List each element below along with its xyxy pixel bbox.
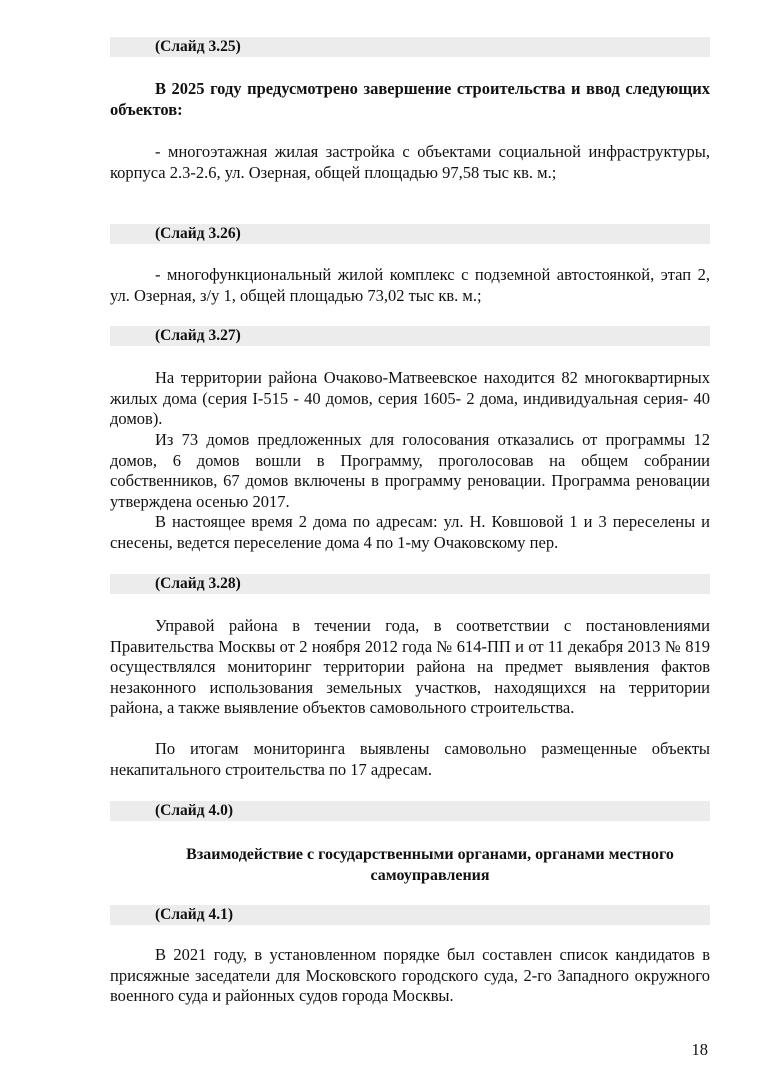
slide-label-3-28: [110, 574, 710, 594]
paragraph-ozernaya-2: - многофункциональный жилой комплекс с подземной автостоянкой, этап 2, ул. Озерная, з/у 1, общей площадью 73,02 тыс кв. м.;: [110, 265, 710, 305]
slide-label-text: (Слайд 3.25): [155, 38, 241, 55]
paragraph-resettled: В настоящее время 2 дома по адресам: ул. Н. Ковшовой 1 и 3 переселены и снесены, ведется переселение дома 4 по 1-му Очаковскому пер.: [110, 512, 710, 552]
slide-label-text: (Слайд 4.1): [155, 906, 233, 923]
slide-label-3-27: [110, 326, 710, 346]
slide-label-3-25: [110, 37, 710, 57]
paragraph-ozernaya-1: - многоэтажная жилая застройка с объектами социальной инфраструктуры, корпуса 2.3-2.6, ул. Озерная, общей площадью 97,58 тыс кв. м.;: [110, 142, 710, 182]
slide-label-text: (Слайд 4.0): [155, 802, 233, 819]
paragraph-jurors: В 2021 году, в установленном порядке был составлен список кандидатов в присяжные заседатели для Московского городского суда, 2-го Западного окружного военного суда и районных судов города Москвы.: [110, 945, 710, 1005]
section-heading: Взаимодействие с государственными органами, органами местного самоуправления: [186, 846, 674, 884]
slide-label-4-1: [110, 905, 710, 925]
page-number: 18: [691, 1040, 708, 1059]
slide-label-text: (Слайд 3.28): [155, 575, 241, 592]
paragraph-monitoring: Управой района в течении года, в соответствии с постановлениями Правительства Москвы от 2 ноября 2012 года № 614-ПП и от 11 декабря 2013 № 819 осуществлялся мониторинг территории района на предмет выявления фактов незаконного использования земельных участков, находящихся на территории района, а также выявление объектов самовольного строительства.: [110, 616, 710, 717]
slide-label-text: (Слайд 3.27): [155, 327, 241, 344]
slide-label-4-0: [110, 801, 710, 821]
paragraph-2025-intro: В 2025 году предусмотрено завершение строительства и ввод следующих объектов:: [110, 79, 710, 119]
slide-label-text: (Слайд 3.26): [155, 225, 241, 242]
slide-label-3-26: [110, 224, 710, 244]
paragraph-renovation: Из 73 домов предложенных для голосования отказались от программы 12 домов, 6 домов вошли в Программу, проголосовав на общем собрании собственников, 67 домов включены в программу реновации. Программа реновации утверждена осенью 2017.: [110, 430, 710, 511]
paragraph-monitoring-result: По итогам мониторинга выявлены самовольно размещенные объекты некапитального строительства по 17 адресам.: [110, 739, 710, 779]
paragraph-district-houses: На территории района Очаково-Матвеевское находится 82 многоквартирных жилых дома (серия I-515 - 40 домов, серия 1605- 2 дома, индивидуальная серия- 40 домов).: [110, 368, 710, 428]
